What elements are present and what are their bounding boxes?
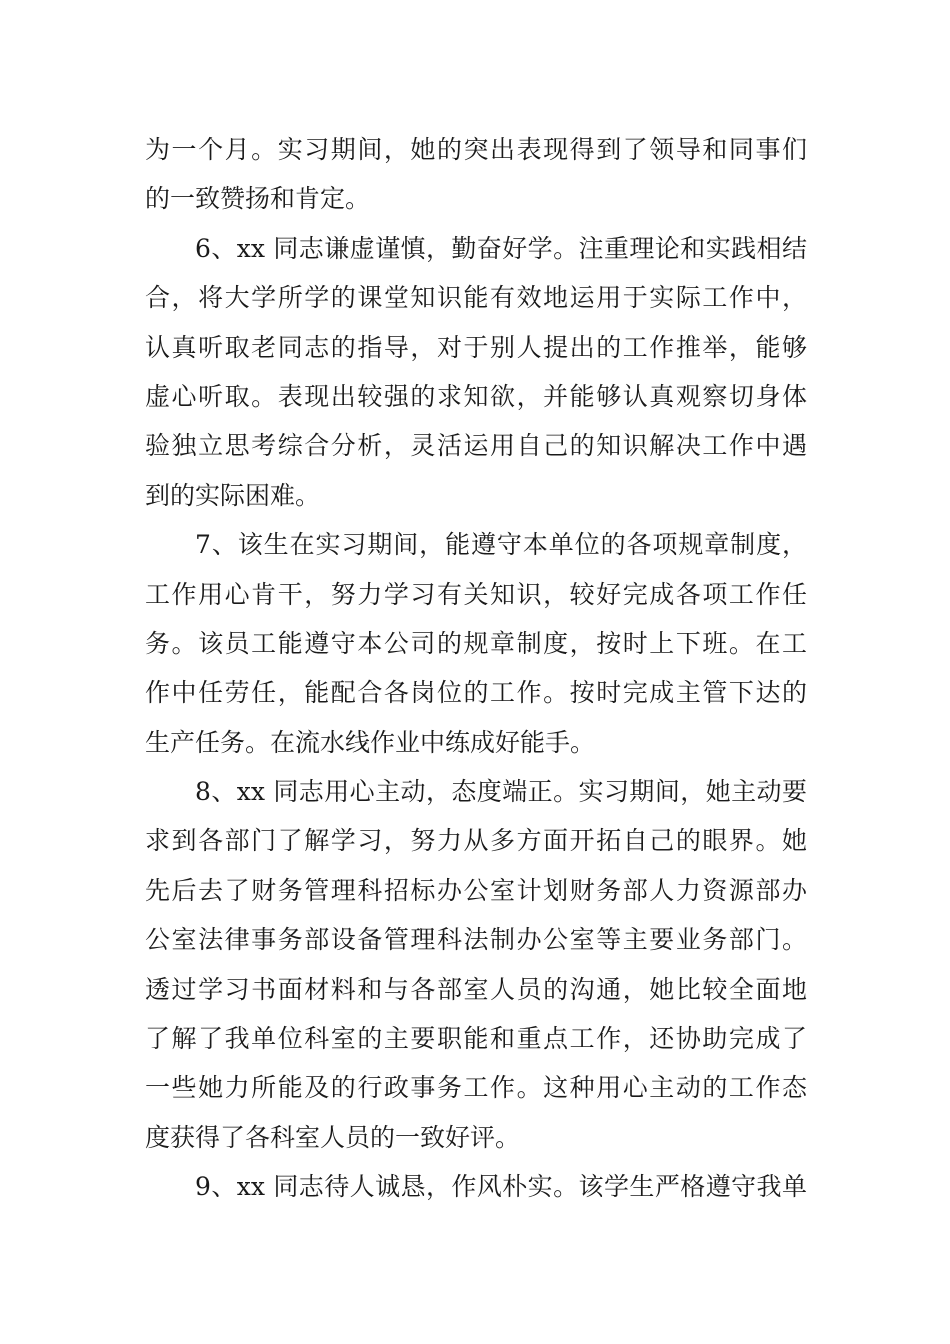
text-line: 虚心听取。表现出较强的求知欲，并能够认真观察切身体	[145, 381, 807, 411]
text-line: 透过学习书面材料和与各部室人员的沟通，她比较全面地	[145, 974, 807, 1004]
text-line: 合，将大学所学的课堂知识能有效地运用于实际工作中，	[145, 283, 807, 313]
text-line: 先后去了财务管理科招标办公室计划财务部人力资源部办	[145, 875, 807, 905]
text-line: 的一致赞扬和肯定。	[145, 184, 371, 214]
document-body	[145, 125, 807, 1212]
text-line: 公室法律事务部设备管理科法制办公室等主要业务部门。	[145, 925, 807, 955]
text-line: 度获得了各科室人员的一致好评。	[145, 1122, 521, 1152]
text-line: 求到各部门了解学习，努力从多方面开拓自己的眼界。她	[145, 826, 807, 856]
text-line: 作中任劳任，能配合各岗位的工作。按时完成主管下达的	[145, 678, 807, 708]
text-line: 为一个月。实习期间，她的突出表现得到了领导和同事们	[145, 135, 807, 164]
paragraph-first-line: 7、该生在实习期间，能遵守本单位的各项规章制度，	[195, 530, 807, 560]
paragraph-first-line: 9、xx 同志待人诚恳，作风朴实。该学生严格遵守我单	[195, 1172, 807, 1202]
text-line: 务。该员工能遵守本公司的规章制度，按时上下班。在工	[145, 628, 807, 658]
paragraph-first-line: 6、xx 同志谦虚谨慎，勤奋好学。注重理论和实践相结	[195, 233, 807, 263]
text-line: 生产任务。在流水线作业中练成好能手。	[145, 727, 596, 757]
text-line: 了解了我单位科室的主要职能和重点工作，还协助完成了	[145, 1024, 807, 1054]
text-line: 工作用心肯干，努力学习有关知识，较好完成各项工作任	[145, 579, 807, 609]
text-line: 认真听取老同志的指导，对于别人提出的工作推举，能够	[145, 332, 807, 362]
text-line: 到的实际困难。	[145, 480, 321, 510]
text-line: 一些她力所能及的行政事务工作。这种用心主动的工作态	[145, 1073, 807, 1103]
text-line: 验独立思考综合分析，灵活运用自己的知识解决工作中遇	[145, 431, 807, 461]
paragraph-first-line: 8、xx 同志用心主动，态度端正。实习期间，她主动要	[195, 777, 807, 807]
